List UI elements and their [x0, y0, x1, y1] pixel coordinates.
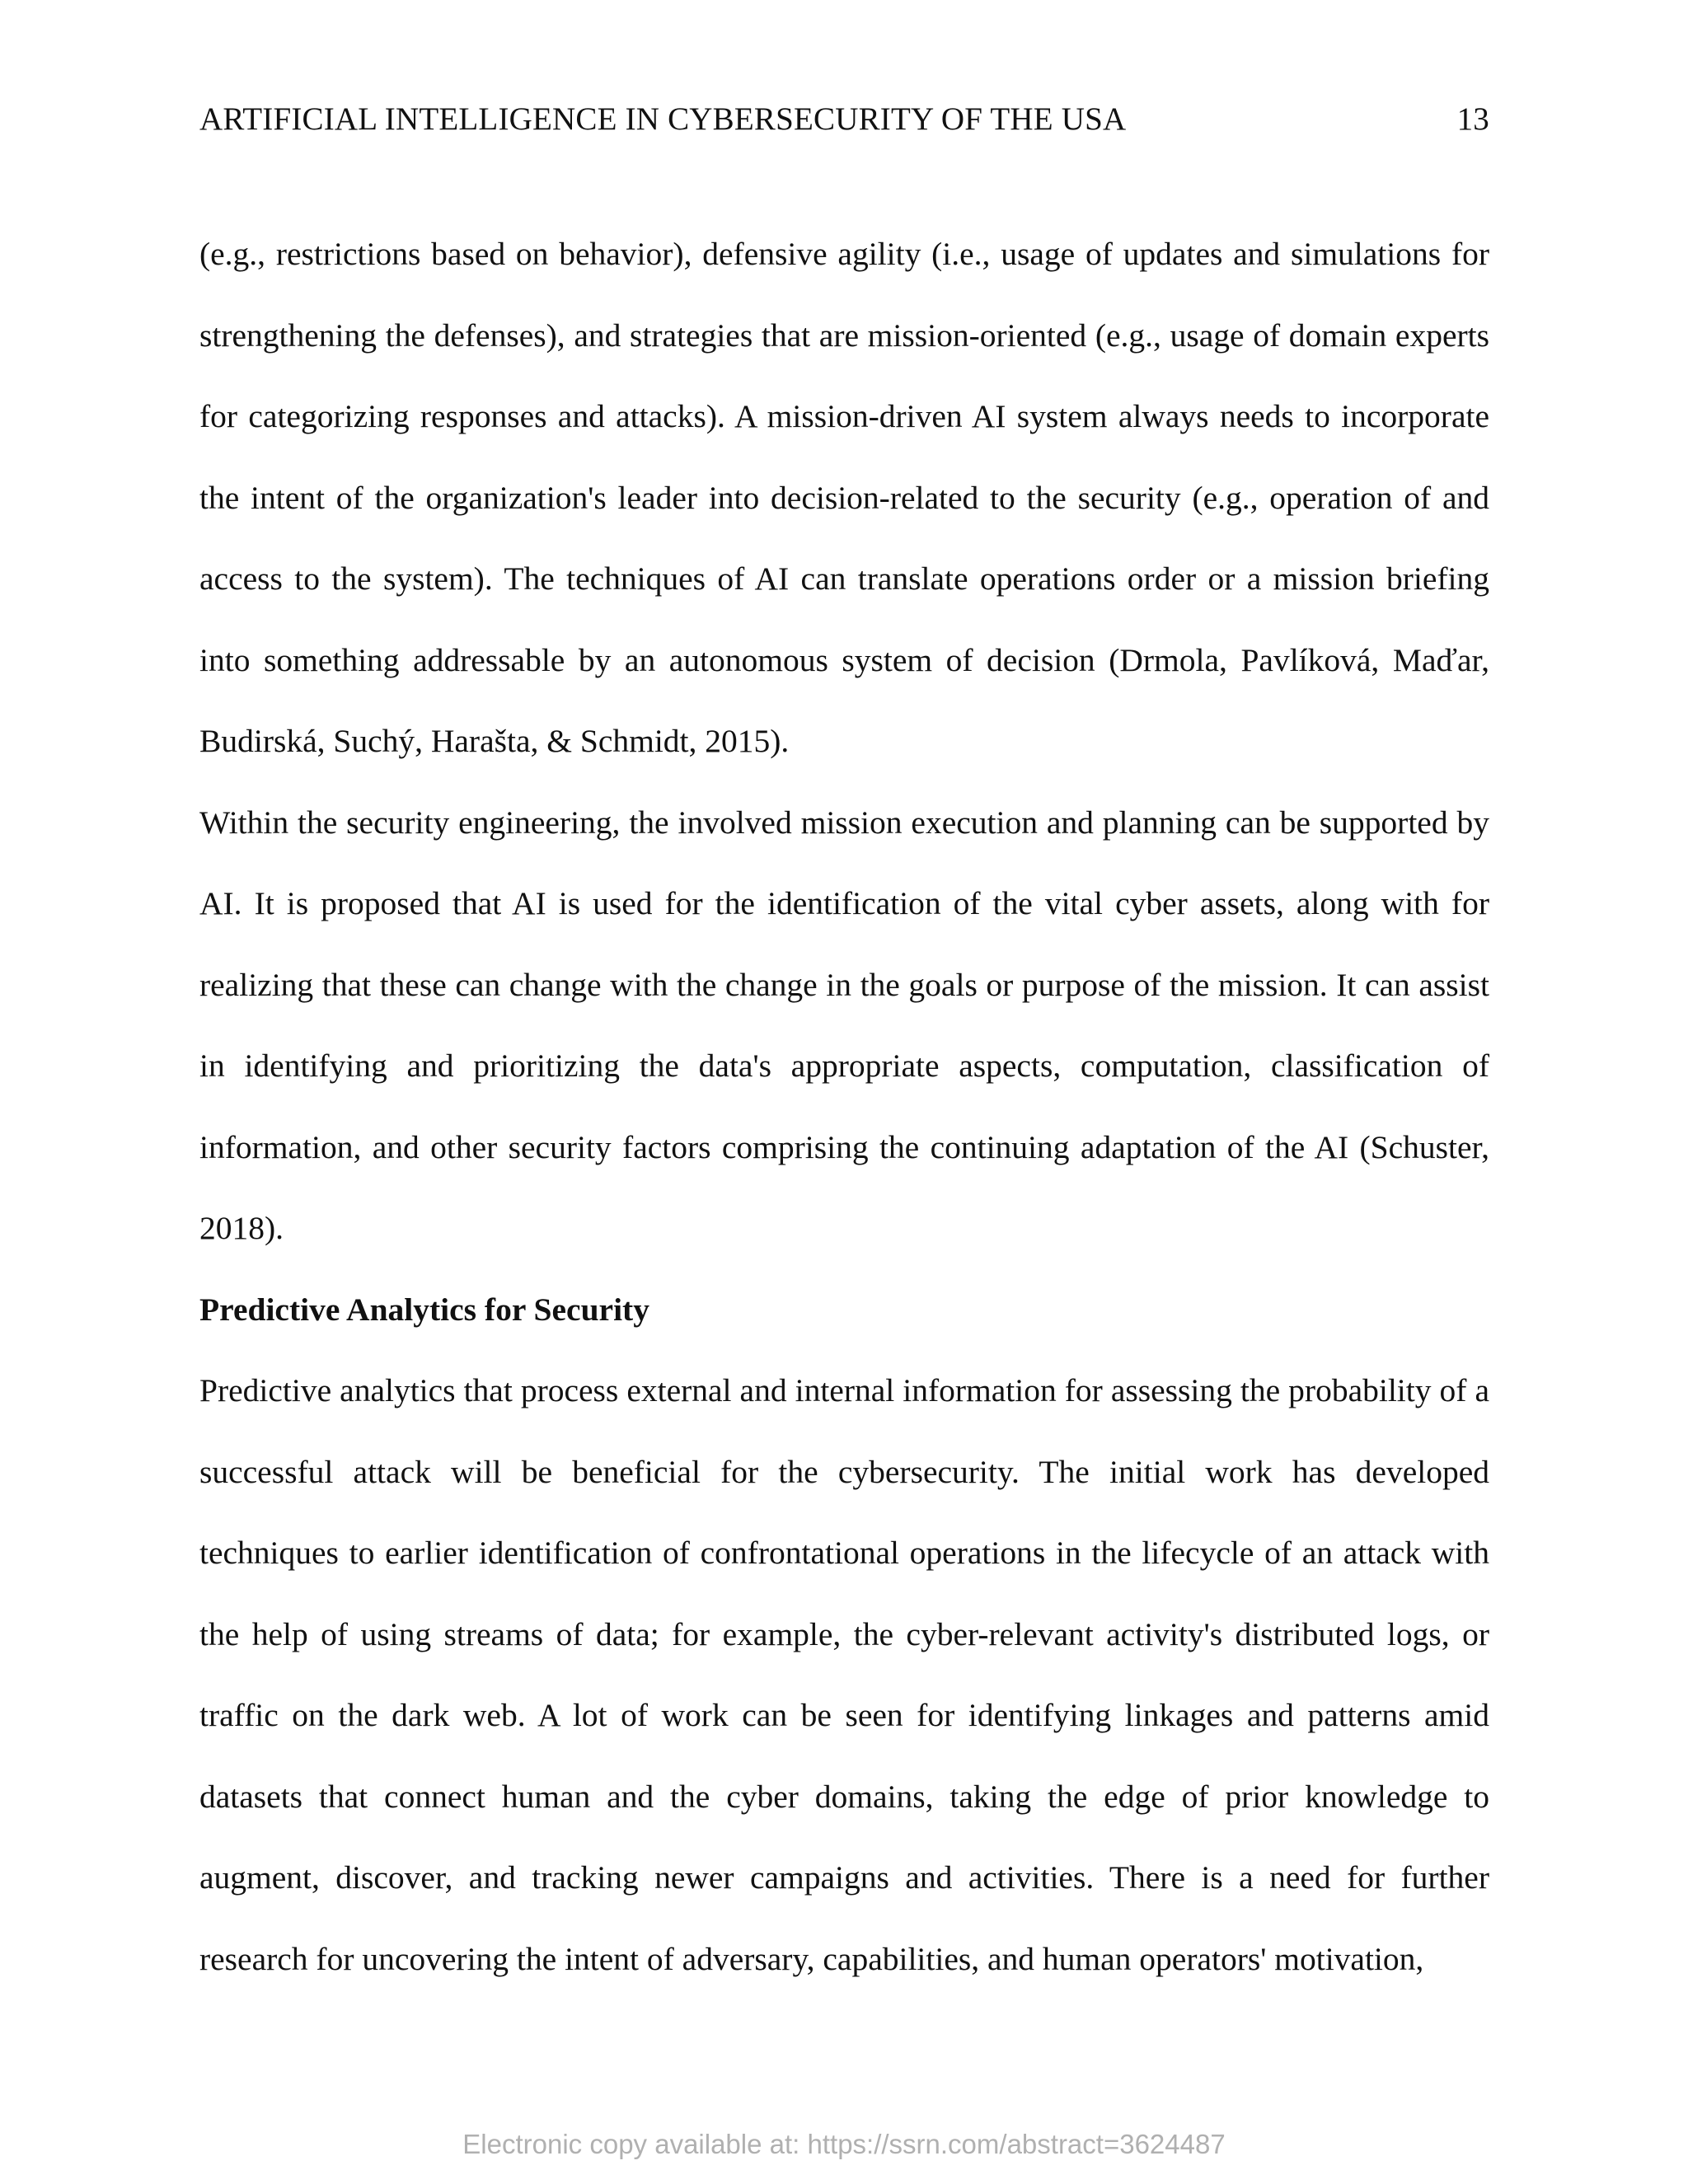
paragraph-1: (e.g., restrictions based on behavior), defensive agility (i.e., usage of updates and simulations for strengthening the defenses), and strategies that are mission-oriented (e.g., usage of domain experts for categorizing responses and attacks). A mission-driven AI system always needs to incorporate the intent of the organization's leader into decision-related to the security (e.g., operation of and access to the system). The techniques of AI can translate operations order or a mission briefing into something addressable by an autonomous system of decision (Drmola, Pavlíková, Maďar, Budirská, Suchý, Harašta, & Schmidt, 2015).: [199, 236, 1489, 759]
paragraph-2: Within the security engineering, the involved mission execution and planning can be supported by AI. It is proposed that AI is used for the identification of the vital cyber assets, along with for realizing that these can change with the change in the goals or purpose of the mission. It can assist in identifying and prioritizing the data's appropriate aspects, computation, classification of information, and other security factors comprising the continuing adaptation of the AI (Schuster, 2018).: [199, 804, 1489, 1246]
paragraph-3: Predictive analytics that process external and internal information for assessing the probability of a successful attack will be beneficial for the cybersecurity. The initial work has developed techniques to earlier identification of confrontational operations in the lifecycle of an attack with the help of using streams of data; for example, the cyber-relevant activity's distributed logs, or traffic on the dark web. A lot of work can be seen for identifying linkages and patterns amid datasets that connect human and the cyber domains, taking the edge of prior knowledge to augment, discover, and tracking newer campaigns and activities. There is a need for further research for uncovering the intent of adversary, capabilities, and human operators' motivation,: [199, 1372, 1489, 1977]
running-title: ARTIFICIAL INTELLIGENCE IN CYBERSECURITY OF THE USA: [199, 101, 1127, 137]
body-text: [199, 213, 1489, 1999]
availability-footer: Electronic copy available at: https://ssrn.com/abstract=3624487: [462, 2129, 1226, 2159]
page-number: 13: [1456, 101, 1489, 137]
section-heading: Predictive Analytics for Security: [199, 1291, 649, 1328]
running-head: [199, 97, 1489, 142]
